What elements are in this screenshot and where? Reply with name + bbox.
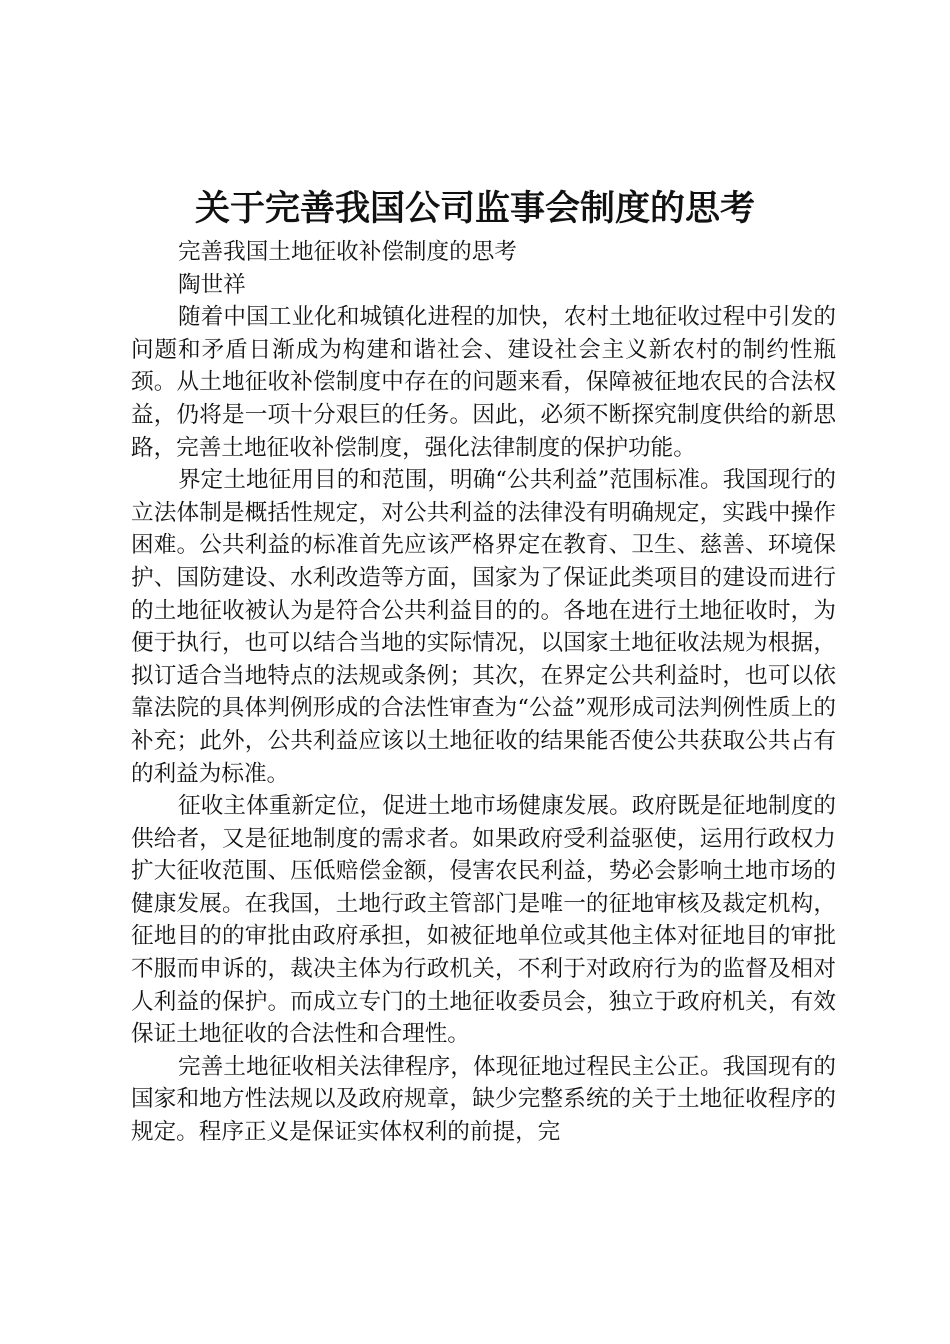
paragraph-2: 界定土地征用目的和范围，明确“公共利益”范围标准。我国现行的立法体制是概括性规定，对公共利益的法律没有明确规定，实践中操作困难。公共利益的标准首先应该严格界定在教育、卫生、慈善、环境保护、国防建设、水利改造等方面，国家为了保证此类项目的建设而进行的土地征收被认为是符合公共利益目的的。各地在进行土地征收时，为便于执行，也可以结合当地的实际情况，以国家土地征收法规为根据，拟订适合当地特点的法规或条例；其次，在界定公共利益时，也可以依靠法院的具体判例形成的合法性审查为“公益”观形成司法判例性质上的补充；此外，公共利益应该以土地征收的结果能否使公共获取公共占有的利益为标准。 xyxy=(131,467,836,787)
document-body xyxy=(131,236,836,1149)
document-title: 关于完善我国公司监事会制度的思考 xyxy=(194,189,755,229)
paragraph-4: 完善土地征收相关法律程序，体现征地过程民主公正。我国现有的国家和地方性法规以及政府规章，缺少完整系统的关于土地征收程序的规定。程序正义是保证实体权利的前提，完 xyxy=(131,1053,836,1146)
paragraph-1: 随着中国工业化和城镇化进程的加快，农村土地征收过程中引发的问题和矛盾日渐成为构建和谐社会、建设社会主义新农村的制约性瓶颈。从土地征收补偿制度中存在的问题来看，保障被征地农民的合法权益，仍将是一项十分艰巨的任务。因此，必须不断探究制度供给的新思路，完善土地征收补偿制度，强化法律制度的保护功能。 xyxy=(131,304,836,461)
document-subtitle: 完善我国土地征收补偿制度的思考 xyxy=(178,239,517,265)
paragraph-3: 征收主体重新定位，促进土地市场健康发展。政府既是征地制度的供给者，又是征地制度的需求者。如果政府受利益驱使，运用行政权力扩大征收范围、压低赔偿金额，侵害农民利益，势必会影响土地市场的健康发展。在我国，土地行政主管部门是唯一的征地审核及裁定机构，征地目的的审批由政府承担，如被征地单位或其他主体对征地目的审批不服而申诉的，裁决主体为行政机关，不利于对政府行为的监督及相对人利益的保护。而成立专门的土地征收委员会，独立于政府机关，有效保证土地征收的合法性和合理性。 xyxy=(131,793,836,1048)
document-author: 陶世祥 xyxy=(178,271,246,298)
